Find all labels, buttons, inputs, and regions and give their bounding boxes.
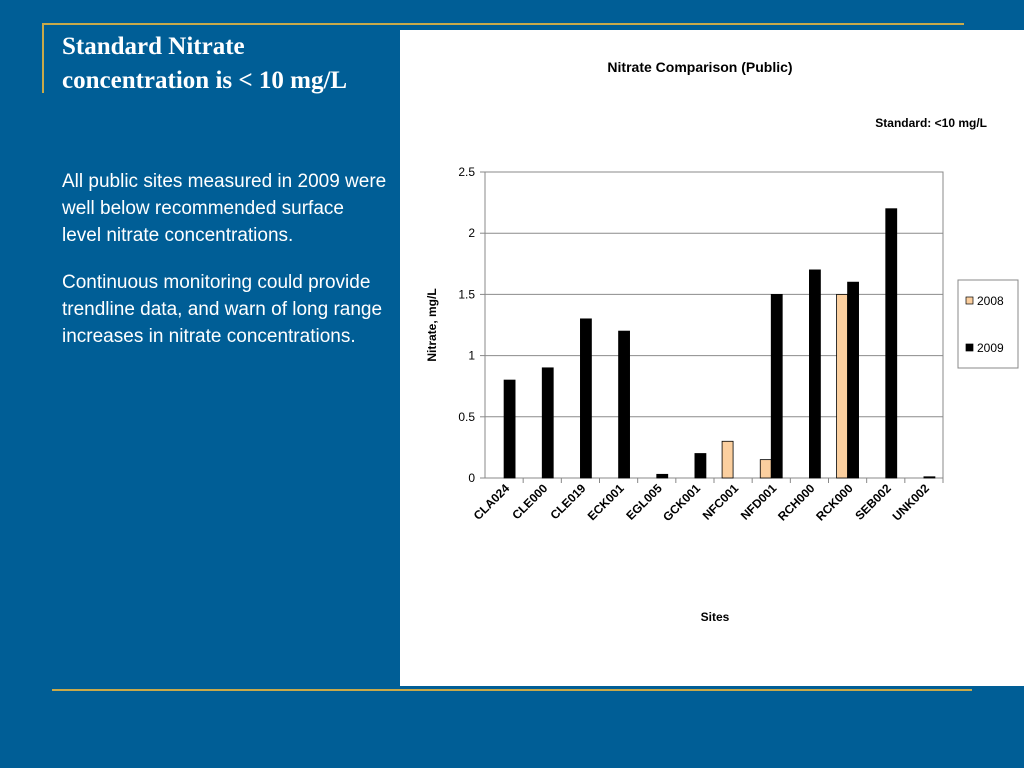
bottom-accent-line [52,689,972,691]
bar-2008-NFD001 [760,460,771,478]
bar-2009-EGL005 [657,474,668,478]
chart-panel [400,30,1024,686]
legend-swatch-2009 [966,344,973,351]
legend-swatch-2008 [966,297,973,304]
bar-2008-NFC001 [722,441,733,478]
bar-2009-CLE000 [542,368,553,478]
x-tick-label-CLA024: CLA024 [470,481,513,523]
body-text [62,168,387,370]
plot-area [485,172,943,478]
y-tick-label: 0.5 [458,409,475,424]
legend-label-2008: 2008 [977,294,1004,308]
chart-title: Nitrate Comparison (Public) [607,59,793,75]
x-tick-label-RCK000: RCK000 [813,481,856,524]
bar-2009-RCK000 [848,282,859,478]
standard-annotation: Standard: <10 mg/L [875,116,987,130]
x-tick-label-EGL005: EGL005 [623,481,665,523]
x-tick-label-NFD001: NFD001 [737,481,780,523]
bar-2009-CLE019 [580,319,591,478]
y-tick-label: 2.5 [458,165,475,179]
left-accent-line [42,23,44,93]
x-tick-label-CLE019: CLE019 [547,481,589,523]
x-axis-tick-labels [471,481,933,524]
bar-2009-SEB002 [886,209,897,478]
legend-label-2009: 2009 [977,341,1004,355]
x-tick-label-CLE000: CLE000 [509,481,551,523]
x-tick-label-ECK001: ECK001 [584,481,627,524]
x-axis-label: Sites [700,610,730,624]
paragraph-summary: All public sites measured in 2009 were well below recommended surface level nitrate concentrations. [62,171,387,246]
bar-2009-GCK001 [695,454,706,478]
bar-2009-CLA024 [504,380,515,478]
x-tick-label-GCK001: GCK001 [660,481,704,525]
top-accent-line [42,23,964,25]
bars [504,209,935,478]
nitrate-chart [400,30,1024,686]
y-axis-tick-labels [458,165,475,485]
y-axis-label: Nitrate, mg/L [425,288,439,362]
bar-2009-UNK002 [924,477,935,478]
x-tick-label-NFC001: NFC001 [699,481,742,523]
y-tick-label: 0 [468,471,475,485]
x-tick-label-SEB002: SEB002 [852,481,894,523]
bar-2009-RCH000 [809,270,820,478]
bar-2009-NFD001 [771,294,782,478]
slide-title: Standard Nitrate concentration is < 10 mg/L [62,33,348,94]
y-tick-label: 1 [468,348,475,363]
x-tick-label-RCH000: RCH000 [775,481,818,524]
bar-2008-RCK000 [837,294,848,478]
y-tick-label: 2 [468,226,475,241]
x-tick-label-UNK002: UNK002 [889,481,933,524]
y-tick-label: 1.5 [458,287,475,302]
bar-2009-ECK001 [619,331,630,478]
legend [958,280,1018,368]
paragraph-monitoring: Continuous monitoring could provide trendline data, and warn of long range increases in nitrate concentrations. [62,272,383,347]
